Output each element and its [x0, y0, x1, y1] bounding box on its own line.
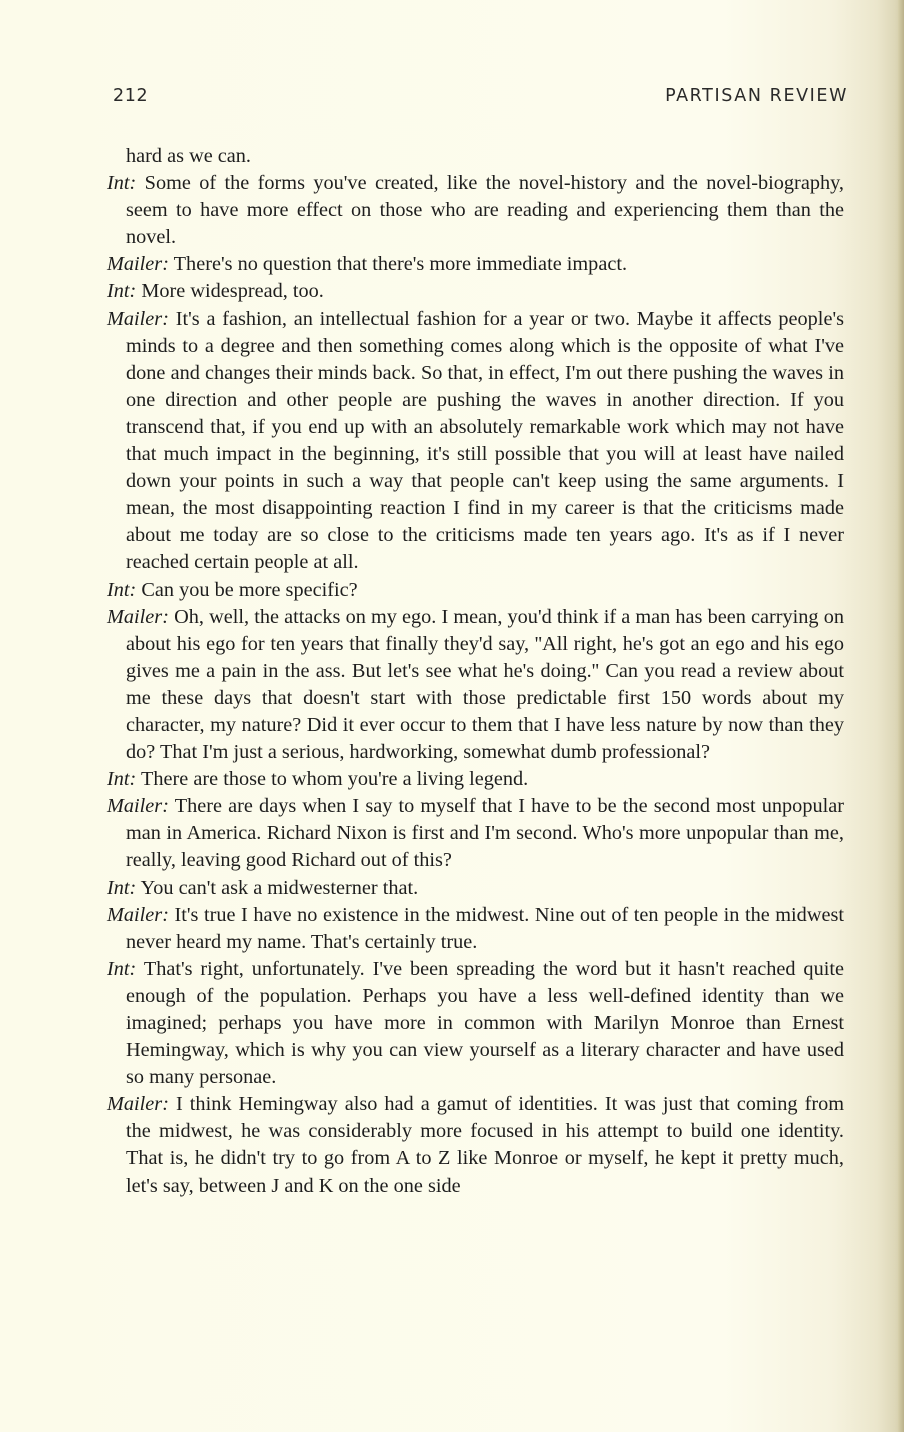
- exchange-text: That's right, unfortunately. I've been spreading the word but it hasn't reached quite enough of the population. Perhaps you have a less well-defined identity than we imagined; perhaps you have more in common with Marilyn Monroe than Ernest Hemingway, which is why you can view yourself as a literary character and have used so many personae.: [126, 957, 844, 1089]
- speaker-label: Int:: [107, 768, 137, 791]
- exchange-mailer-5: [107, 902, 844, 956]
- speaker-label: Int:: [107, 172, 137, 195]
- speaker-label: Mailer:: [107, 1093, 169, 1116]
- exchange-text: More widespread, too.: [141, 280, 324, 303]
- exchange-text: Can you be more specific?: [141, 578, 358, 601]
- exchange-int-3: [107, 577, 844, 604]
- exchange-text: Oh, well, the attacks on my ego. I mean, you'd think if a man has been carrying on about his ego for ten years that finally they'd say, ''All right, he's got an ego and his ego gives me a pain in the ass. But let's see what he's doing.'' Can you read a review about me these days that doesn't start with those predictable first 150 words about my character, my nature? Did it ever occur to them that I have less nature by now than they do? That I'm just a serious, hardworking, somewhat dumb professional?: [126, 605, 844, 764]
- exchange-text: I think Hemingway also had a gamut of identities. It was just that coming from the midwest, he was considerably more focused in his attempt to build one identity. That is, he didn't try to go from A to Z like Monroe or myself, he kept it pretty much, let's say, between J and K on the one side: [126, 1093, 844, 1197]
- page-header: [113, 86, 848, 110]
- exchange-int-4: [107, 766, 844, 793]
- speaker-label: Int:: [107, 876, 137, 899]
- speaker-label: Int:: [107, 957, 137, 980]
- exchange-text: Some of the forms you've created, like the novel-history and the novel-biography, seem to have more effect on those who are reading and experiencing them than the novel.: [126, 172, 844, 249]
- interview-text: [107, 143, 845, 1200]
- exchange-int-6: [107, 956, 844, 1091]
- speaker-label: Int:: [107, 578, 137, 601]
- speaker-label: Mailer:: [107, 253, 169, 276]
- exchange-mailer-4: [107, 793, 844, 874]
- speaker-label: Mailer:: [107, 795, 169, 818]
- speaker-label: Int:: [107, 280, 137, 303]
- exchange-int-1: [107, 170, 844, 251]
- page-number: 212: [113, 86, 149, 106]
- exchange-mailer-6: [107, 1091, 844, 1199]
- exchange-mailer-2: [107, 306, 844, 577]
- page-edge-binding: [898, 0, 904, 1432]
- exchange-text: There are days when I say to myself that I have to be the second most unpopular man in America. Richard Nixon is first and I'm second. Who's more unpopular than me, really, leaving good Richard out of this?: [126, 795, 844, 872]
- exchange-text: It's a fashion, an intellectual fashion for a year or two. Maybe it affects people's minds to a degree and then something comes along which is the opposite of what I've done and changes their minds back. So that, in effect, I'm out there pushing the waves in one direction and other people are pushing the waves in another direction. If you transcend that, if you end up with an absolutely remarkable work which may not have that much impact in the beginning, it's still possible that you will at least have nailed down your points in such a way that people can't keep using the same arguments. I mean, the most disappointing reaction I find in my career is that the criticisms made about me today are so close to the criticisms made ten years ago. It's as if I never reached certain people at all.: [126, 307, 844, 574]
- exchange-text: It's true I have no existence in the midwest. Nine out of ten people in the midwest never heard my name. That's certainly true.: [126, 903, 845, 953]
- exchange-text: There's no question that there's more immediate impact.: [173, 253, 628, 276]
- continuation-paragraph: hard as we can.: [126, 145, 252, 167]
- exchange-text: There are those to whom you're a living legend.: [141, 768, 529, 791]
- speaker-label: Mailer:: [107, 307, 169, 330]
- speaker-label: Mailer:: [107, 605, 169, 628]
- exchange-int-2: [107, 278, 844, 305]
- exchange-text: You can't ask a midwesterner that.: [140, 876, 419, 899]
- speaker-label: Mailer:: [107, 903, 169, 926]
- exchange-mailer-1: [107, 251, 844, 278]
- exchange-mailer-3: [107, 604, 844, 767]
- running-head: PARTISAN REVIEW: [665, 86, 848, 106]
- exchange-int-5: [107, 875, 844, 902]
